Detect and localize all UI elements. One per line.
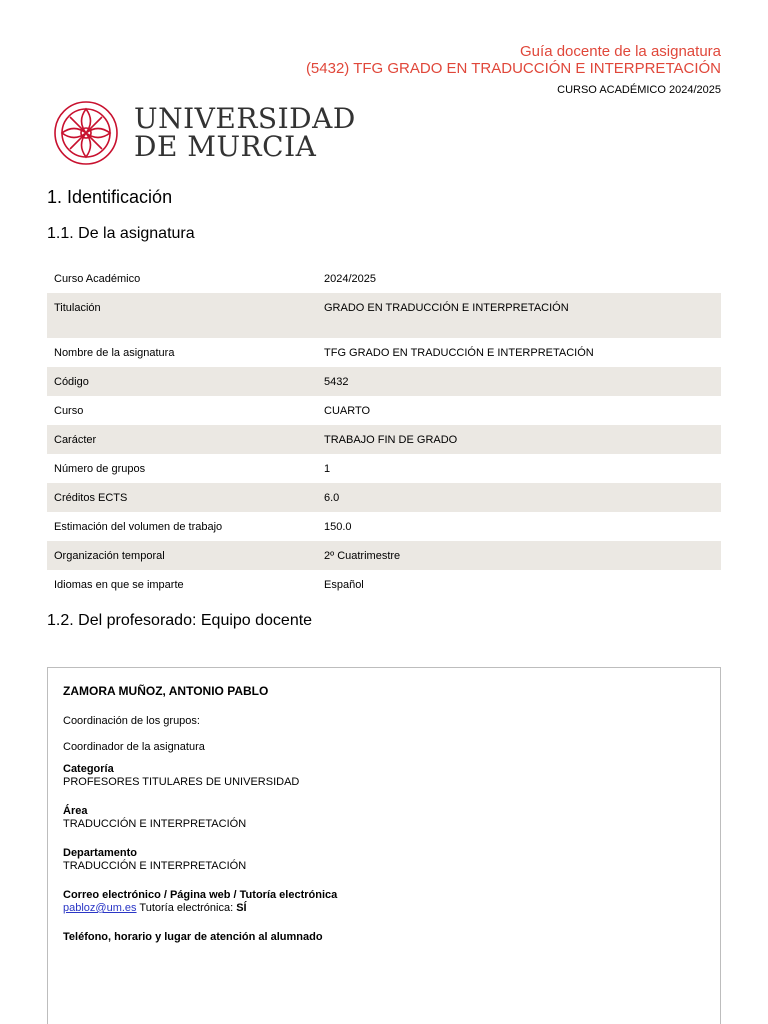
- university-name-line2: DE MURCIA: [134, 130, 317, 163]
- row-label: Curso Académico: [54, 273, 141, 285]
- university-name: [134, 102, 356, 163]
- academic-year: CURSO ACADÉMICO 2024/2025: [557, 84, 721, 96]
- category-label: Categoría: [63, 763, 114, 775]
- row-label: Organización temporal: [47, 541, 317, 570]
- table-row: [47, 396, 721, 425]
- coord-groups-text: Coordinación de los grupos:: [63, 715, 200, 727]
- coord-subject-text: Coordinador de la asignatura: [63, 741, 205, 753]
- department-value: TRADUCCIÓN E INTERPRETACIÓN: [63, 860, 247, 872]
- university-name-line1: UNIVERSIDAD: [134, 102, 356, 135]
- row-label: Número de grupos: [54, 463, 146, 475]
- row-value: GRADO EN TRADUCCIÓN E INTERPRETACIÓN: [317, 293, 721, 338]
- area-label: Área: [63, 805, 88, 817]
- section-identification-heading: 1. Identificación: [47, 187, 173, 207]
- document-header: [306, 43, 721, 96]
- table-row: [47, 483, 721, 512]
- section-subject-heading: 1.1. De la asignatura: [47, 225, 195, 242]
- table-row: [47, 570, 721, 599]
- subject-title: (5432) TFG GRADO EN TRADUCCIÓN E INTERPRETACIÓN: [305, 60, 721, 77]
- staff-name: ZAMORA MUÑOZ, ANTONIO PABLO: [63, 684, 269, 698]
- row-value: 6.0: [317, 483, 721, 512]
- row-value: Español: [324, 579, 364, 591]
- row-label: Código: [47, 367, 317, 396]
- tutoria-label: Tutoría electrónica:: [139, 902, 234, 914]
- staff-card: [47, 667, 721, 1024]
- row-value: CUARTO: [324, 405, 371, 417]
- row-label: Curso: [54, 405, 84, 417]
- section-staff-heading: 1.2. Del profesorado: Equipo docente: [47, 612, 313, 629]
- row-label: Titulación: [47, 293, 317, 338]
- guide-title: Guía docente de la asignatura: [520, 43, 721, 60]
- department-label: Departamento: [63, 847, 137, 859]
- table-row: [47, 264, 721, 293]
- table-row: [47, 454, 721, 483]
- table-row: [47, 425, 721, 454]
- row-value: 5432: [317, 367, 721, 396]
- row-label: Carácter: [47, 425, 317, 454]
- category-value: PROFESORES TITULARES DE UNIVERSIDAD: [63, 776, 300, 788]
- university-logo: [52, 99, 356, 167]
- table-row: [47, 367, 721, 396]
- row-value: 1: [324, 463, 331, 475]
- tutoria-value: SÍ: [236, 902, 247, 914]
- row-label: Estimación del volumen de trabajo: [54, 521, 223, 533]
- contact-label: Correo electrónico / Página web / Tutoría electrónica: [63, 889, 338, 901]
- row-value: TFG GRADO EN TRADUCCIÓN E INTERPRETACIÓN: [324, 347, 594, 359]
- row-label: Idiomas en que se imparte: [54, 579, 184, 591]
- contact-line: [63, 901, 705, 915]
- row-value: 2º Cuatrimestre: [317, 541, 721, 570]
- email-link[interactable]: pabloz@um.es: [63, 902, 137, 914]
- table-row: [47, 512, 721, 541]
- identification-table: [47, 264, 721, 599]
- area-value: TRADUCCIÓN E INTERPRETACIÓN: [63, 818, 247, 830]
- university-seal-icon: [52, 99, 120, 167]
- row-value: TRABAJO FIN DE GRADO: [317, 425, 721, 454]
- table-row: [47, 541, 721, 570]
- row-label: Créditos ECTS: [47, 483, 317, 512]
- row-value: 2024/2025: [324, 273, 376, 285]
- row-value: 150.0: [324, 521, 352, 533]
- phone-schedule-label: Teléfono, horario y lugar de atención al alumnado: [63, 931, 323, 943]
- table-row: [47, 338, 721, 367]
- row-label: Nombre de la asignatura: [54, 347, 175, 359]
- table-row: [47, 293, 721, 338]
